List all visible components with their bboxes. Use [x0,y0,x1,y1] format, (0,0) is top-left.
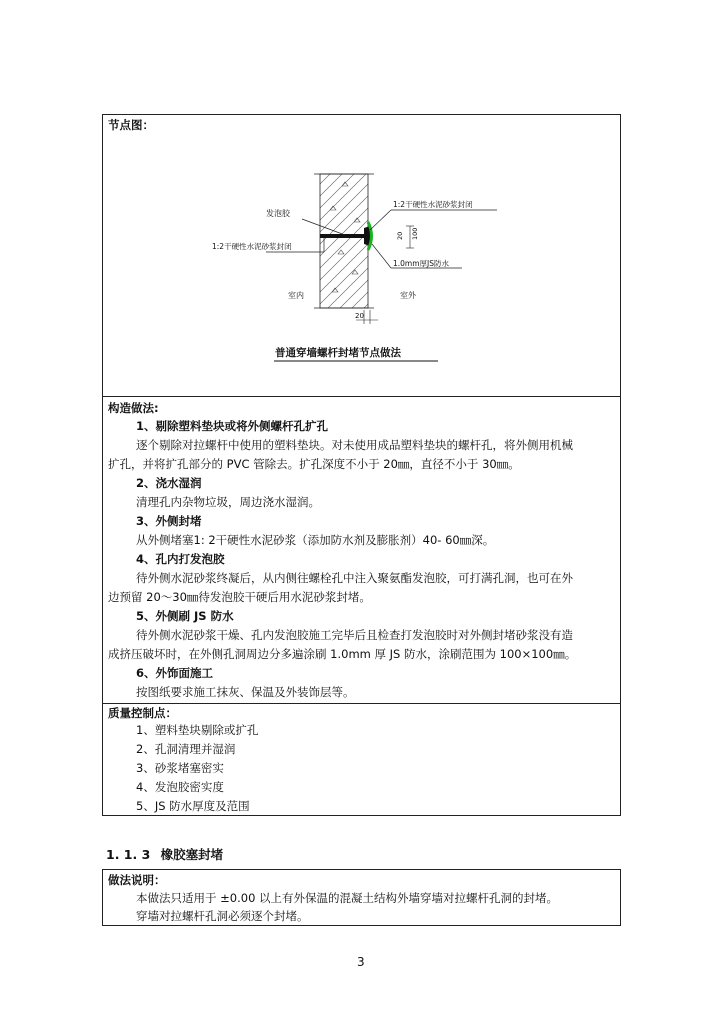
step-2-line-1: 清理孔内杂物垃圾，周边浇水湿润。 [136,495,320,509]
step-5-title: 5、外侧刷 JS 防水 [136,609,234,623]
outer-mortar-label: 1:2干硬性水泥砂浆封闭 [393,200,473,209]
indoor-label: 室内 [288,291,304,300]
step-3-line-1: 从外侧堵塞1: 2干硬性水泥砂浆（添加防水剂及膨胀剂）40- 60㎜深。 [136,533,495,547]
quality-item-5: 5、JS 防水厚度及范围 [136,799,250,813]
step-1-line-2: 扩孔，并将扩孔部分的 PVC 管除去。扩孔深度不小于 20㎜，直径不小于 30㎜。 [108,457,520,471]
step-5-line-1: 待外侧水泥砂浆干燥、孔内发泡胶施工完毕后且检查打发泡胶时对外侧封堵砂浆没有造 [136,628,573,642]
foam-label: 发泡胶 [266,209,290,218]
diagram-title: 普通穿墙螺杆封堵节点做法 [275,347,401,359]
outdoor-label: 室外 [400,291,416,300]
step-1-line-1: 逐个剔除对拉螺杆中使用的塑料垫块。对未使用成品塑料垫块的螺杆孔，将外侧用机械 [136,438,573,452]
section-heading [106,845,223,863]
quality-item-2: 2、孔洞清理并湿润 [136,742,236,756]
dim-20-vertical: 20 [396,231,404,240]
step-2-title: 2、浇水湿润 [136,476,202,490]
step-6-line-1: 按图纸要求施工抹灰、保温及外装饰层等。 [136,685,355,699]
quality-item-4: 4、发泡胶密实度 [136,780,224,794]
step-4-title: 4、孔内打发泡胶 [136,552,225,566]
method-line-1: 本做法只适用于 ±0.00 以上有外保温的混凝土结构外墙穿墙对拉螺杆孔洞的封堵。 [136,891,559,905]
wall-section-diagram [102,114,621,397]
step-4-line-1: 待外侧水泥砂浆终凝后，从内侧往螺栓孔中注入聚氨酯发泡胶，可打满孔洞，也可在外 [136,571,573,585]
quality-divider [102,703,621,704]
method-line-2: 穿墙对拉螺杆孔洞必须逐个封堵。 [136,909,309,923]
quality-label: 质量控制点： [108,706,177,720]
step-3-title: 3、外侧封堵 [136,514,202,528]
page-number: 3 [357,955,365,969]
outer-mortar-leader [370,210,391,230]
concrete-wall [320,174,368,308]
quality-item-3: 3、砂浆堵塞密实 [136,761,224,775]
step-1-title: 1、剔除塑料垫块或将外侧螺杆孔扩孔 [136,419,328,433]
construction-label: 构造做法: [108,401,159,415]
js-leader [372,244,391,268]
dim-100: 100 [411,227,419,240]
step-6-title: 6、外饰面施工 [136,666,214,680]
node-section-label: 节点图： [108,118,154,132]
section-title: 橡胶塞封堵 [160,847,224,862]
quality-item-1: 1、塑料垫块剔除或扩孔 [136,723,259,737]
step-4-line-2: 边预留 20～30㎜待发泡胶干硬后用水泥砂浆封堵。 [108,590,371,604]
js-label: 1.0mm厚JS防水 [393,259,450,268]
step-5-line-2: 成挤压破坏时，在外侧孔洞周边分多遍涂刷 1.0mm 厚 JS 防水，涂刷范围为 100×100㎜。 [108,647,577,661]
method-label: 做法说明： [108,873,166,887]
inner-mortar-label: 1:2干硬性水泥砂浆封闭 [212,242,292,251]
section-number: 1. 1. 3 [106,847,151,862]
dim-20: 20 [355,312,364,320]
